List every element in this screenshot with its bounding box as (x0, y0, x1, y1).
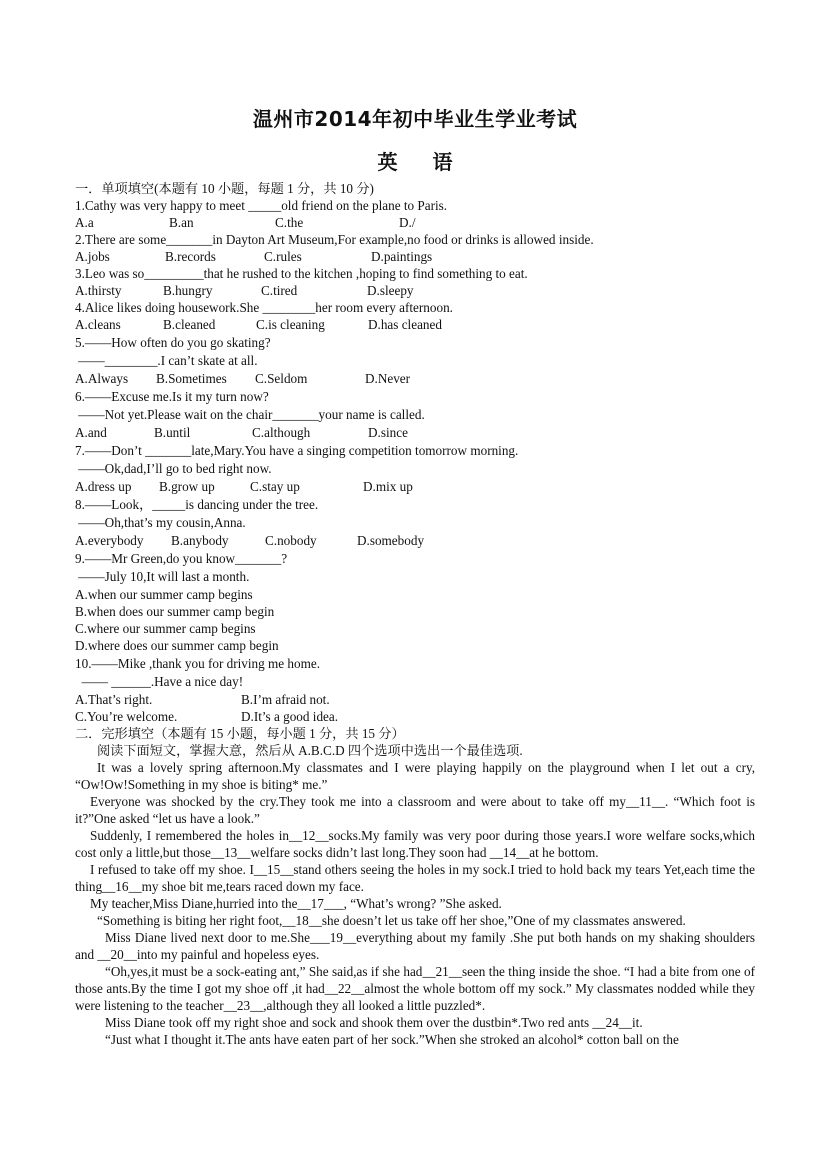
subject-title: 英 语 (377, 150, 453, 174)
option-a: A.Always (75, 371, 129, 386)
question-7: 7.——Don’t _______late,Mary.You have a singing competition tomorrow morning. (75, 443, 519, 458)
question-6-options (75, 424, 755, 441)
option-d: D.somebody (357, 533, 425, 548)
question-7-reply: ——Ok,dad,I’ll go to bed right now. (75, 461, 272, 476)
option-d: D.It’s a good idea. (241, 709, 339, 724)
question-5-options (75, 370, 755, 387)
option-d: D.since (368, 425, 408, 440)
cloze-paragraph: Miss Diane lived next door to me.She___19__everything about my family .She put both hands on my shaking shoulders and __20__into my painful and hopeless eyes. (75, 930, 755, 962)
option-b: B.records (165, 249, 216, 264)
question-10-options-row-2 (75, 708, 755, 725)
option-d: D.sleepy (367, 283, 414, 298)
option-c: C.although (252, 425, 311, 440)
question-9-option-a: A.when our summer camp begins (75, 587, 253, 602)
option-a: A.thirsty (75, 283, 122, 298)
cloze-paragraph: “Oh,yes,it must be a sock-eating ant,” She said,as if she had__21__seen the thing inside the shoe. “I had a bite from one of those ants.By the time I got my shoe off ,it had__22__almost the whole bottom off my sock.” My classmates nodded while they were listening to the teacher__23__,although they all looked a little puzzled*. (75, 964, 755, 1013)
question-10-options-row-1 (75, 691, 755, 708)
exam-page (75, 0, 755, 1048)
question-2-options (75, 248, 755, 265)
question-3: 3.Leo was so_________that he rushed to the kitchen ,hoping to find something to eat. (75, 266, 528, 281)
option-b: B.an (169, 215, 194, 230)
option-a: A.jobs (75, 249, 110, 264)
option-c: C.nobody (265, 533, 317, 548)
option-b: B.cleaned (163, 317, 216, 332)
question-5: 5.——How often do you go skating? (75, 335, 271, 350)
option-c: C.You’re welcome. (75, 709, 178, 724)
option-c: C.rules (264, 249, 302, 264)
question-9-option-b: B.when does our summer camp begin (75, 604, 275, 619)
option-b: B.until (154, 425, 191, 440)
option-d: D./ (399, 215, 416, 230)
option-d: D.paintings (371, 249, 433, 264)
question-9-reply: ——July 10,It will last a month. (75, 569, 250, 584)
cloze-paragraph: My teacher,Miss Diane,hurried into the__17___, “What’s wrong? ”She asked. (90, 896, 502, 911)
question-1: 1.Cathy was very happy to meet _____old friend on the plane to Paris. (75, 198, 448, 213)
option-b: B.hungry (163, 283, 213, 298)
question-9: 9.——Mr Green,do you know_______? (75, 551, 288, 566)
section-1-heading: 一．单项填空(本题有 10 小题，每题 1 分，共 10 分) (75, 181, 374, 196)
cloze-paragraph: I refused to take off my shoe. I__15__stand others seeing the holes in my sock.I tried to hold back my tears Yet,each time the thing__16__my shoe bit me,tears raced down my face. (75, 862, 755, 894)
option-b: B.grow up (159, 479, 215, 494)
cloze-paragraph: Suddenly, I remembered the holes in__12__socks.My family was very poor during those years.I wore welfare socks,which cost only a little,but those__13__welfare socks didn’t last long.They soon had __14__at he bottom. (75, 828, 755, 860)
option-c: C.is cleaning (256, 317, 325, 332)
question-4: 4.Alice likes doing housework.She ________her room every afternoon. (75, 300, 453, 315)
exam-title: 温州市2014年初中毕业生学业考试 (252, 107, 578, 131)
question-8: 8.——Look，_____is dancing under the tree. (75, 497, 319, 512)
option-a: A.cleans (75, 317, 121, 332)
option-a: A.dress up (75, 479, 132, 494)
option-d: D.mix up (363, 479, 413, 494)
option-c: C.tired (261, 283, 298, 298)
question-5-reply: ——________.I can’t skate at all. (75, 353, 258, 368)
option-c: C.the (275, 215, 304, 230)
question-2: 2.There are some_______in Dayton Art Museum,For example,no food or drinks is allowed inside. (75, 232, 594, 247)
question-8-reply: ——Oh,that’s my cousin,Anna. (75, 515, 246, 530)
option-b: B.I’m afraid not. (241, 692, 330, 707)
question-10: 10.——Mike ,thank you for driving me home. (75, 656, 321, 671)
option-b: B.Sometimes (156, 371, 227, 386)
option-b: B.anybody (171, 533, 229, 548)
question-3-options (75, 282, 755, 299)
cloze-paragraph: It was a lovely spring afternoon.My classmates and I were playing happily on the playground when I let out a cry, “Ow!Ow!Something in my shoe is biting* me.” (75, 760, 755, 792)
question-7-options (75, 478, 755, 495)
section-2-instruction: 阅读下面短文，掌握大意，然后从 A.B.C.D 四个选项中选出一个最佳选项. (97, 743, 523, 758)
question-1-options (75, 214, 755, 231)
cloze-paragraph: “Something is biting her right foot,__18__she doesn’t let us take off her shoe,”One of my classmates answered. (97, 913, 686, 928)
option-a: A.and (75, 425, 107, 440)
option-d: D.has cleaned (368, 317, 442, 332)
question-4-options (75, 316, 755, 333)
option-a: A.everybody (75, 533, 144, 548)
option-d: D.Never (365, 371, 411, 386)
option-c: C.Seldom (255, 371, 308, 386)
question-10-reply: —— ______.Have a nice day! (75, 674, 244, 689)
cloze-paragraph: Everyone was shocked by the cry.They took me into a classroom and were about to take off my__11__. “Which foot is it?”One asked “let us have a look.” (75, 794, 755, 826)
section-2-heading: 二．完形填空（本题有 15 小题，每小题 1 分，共 15 分） (75, 726, 405, 741)
cloze-paragraph: Miss Diane took off my right shoe and sock and shook them over the dustbin*.Two red ants __24__it. (105, 1015, 643, 1030)
option-c: C.stay up (250, 479, 300, 494)
question-6: 6.——Excuse me.Is it my turn now? (75, 389, 269, 404)
cloze-paragraph: “Just what I thought it.The ants have eaten part of her sock.”When she stroked an alcohol* cotton ball on the (105, 1032, 679, 1047)
question-8-options (75, 532, 755, 549)
question-9-option-c: C.where our summer camp begins (75, 621, 256, 636)
question-6-reply: ——Not yet.Please wait on the chair_______your name is called. (75, 407, 425, 422)
question-9-option-d: D.where does our summer camp begin (75, 638, 279, 653)
option-a: A.a (75, 215, 94, 230)
option-a: A.That’s right. (75, 692, 153, 707)
